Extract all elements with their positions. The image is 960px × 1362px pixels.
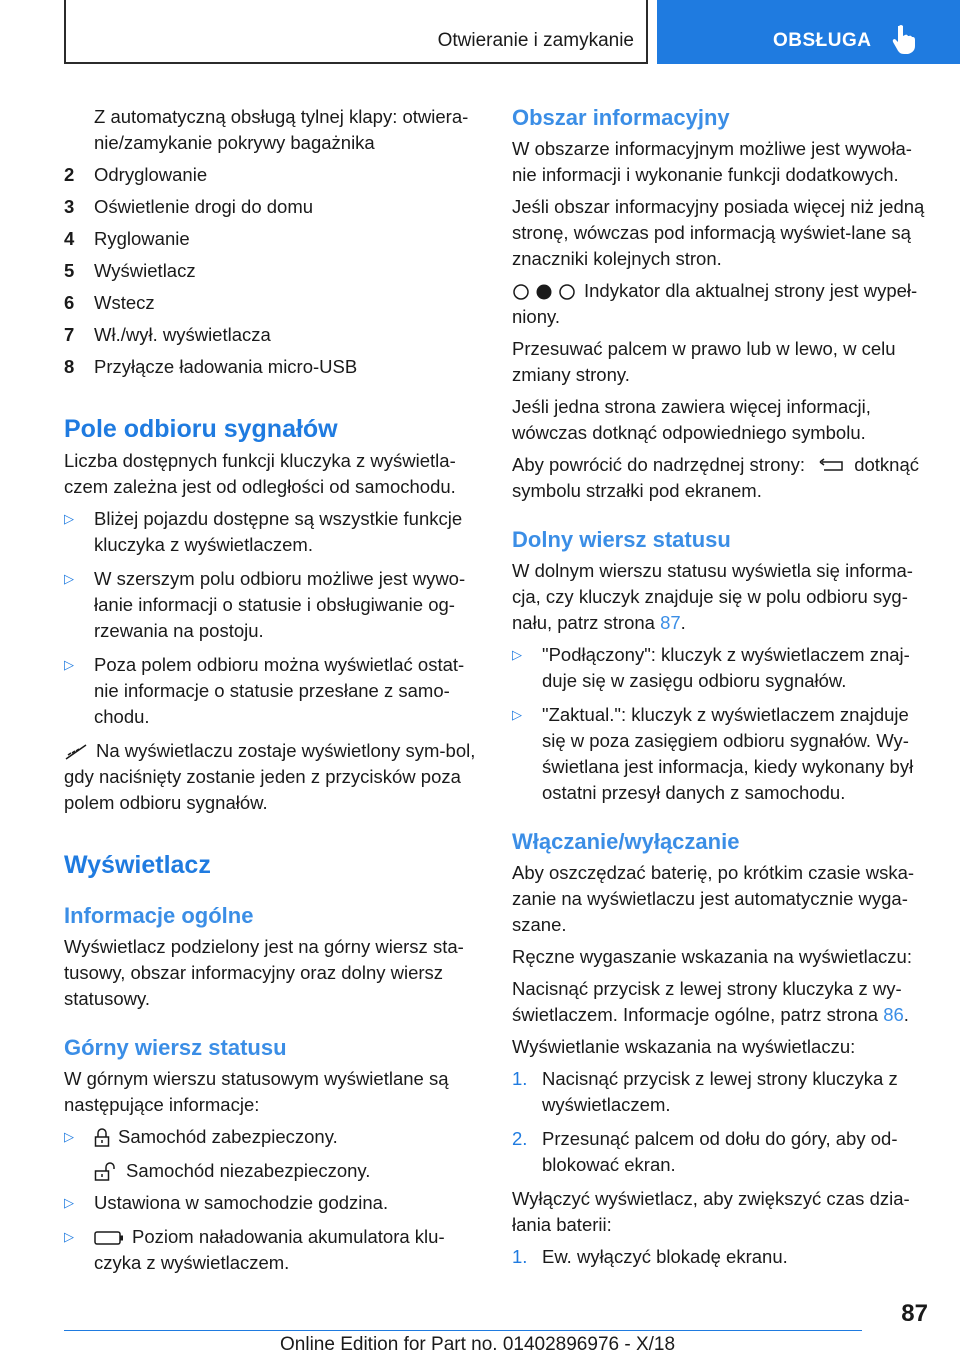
list-item: ▷ W szerszym polu odbioru możliwe jest wywo-łanie informacji o statusie i obsługiwanie og-rzewania na postoju.: [64, 568, 466, 641]
heading-signal-field: Pole odbioru sygnałów: [64, 415, 338, 443]
footer-divider: [64, 1330, 862, 1331]
header-section-box: [64, 0, 648, 64]
left-column: [64, 104, 482, 1284]
lower-status-text: W dolnym wierszu statusu wyświetla się informa-cja, czy kluczyk znajduje się w polu odbioru syg-nału, patrz strona 87.: [512, 560, 913, 633]
info-area-text: Jeśli obszar informacyjny posiada więcej niż jedną stronę, wówczas pod informacją wyświet-lane są znaczniki kolejnych stron.: [512, 196, 925, 269]
unlocked-line: Samochód niezabezpieczony.: [64, 1158, 482, 1184]
heading-display: Wyświetlacz: [64, 851, 211, 879]
info-area-text: Przesuwać palcem w prawo lub w lewo, w celu zmiany strony.: [512, 338, 896, 385]
chapter-title: OBSŁUGA: [773, 30, 872, 51]
intro-line: Z automatyczną obsługą tylnej klapy: otwiera-nie/zamykanie pokrywy bagażnika: [94, 106, 469, 153]
heading-on-off: Włączanie/wyłączanie: [512, 829, 740, 854]
list-item: ▷ Bliżej pojazdu dostępne są wszystkie funkcje kluczyka z wyświetlaczem.: [64, 508, 463, 555]
no-signal-icon: [64, 743, 88, 761]
list-item: 4 Ryglowanie: [64, 228, 190, 249]
general-info-text: Wyświetlacz podzielony jest na górny wiersz sta-tusowy, obszar informacyjny oraz dolny wiersz statusowy.: [64, 936, 464, 1009]
heading-lower-status: Dolny wiersz statusu: [512, 527, 731, 552]
page-link[interactable]: 87: [660, 612, 681, 633]
on-off-text: Wyświetlanie wskazania na wyświetlaczu:: [512, 1036, 856, 1057]
page-number: 87: [901, 1300, 928, 1327]
on-off-text: Nacisnąć przycisk z lewej strony kluczyka z wy-świetlaczem. Informacje ogólne, patrz strona 86.: [512, 978, 909, 1025]
on-off-text: Aby oszczędzać baterię, po krótkim czasie wska-zanie na wyświetlaczu jest automatycznie wyga-szane.: [512, 862, 915, 935]
on-off-text: Wyłączyć wyświetlacz, aby zwiększyć czas dzia-łania baterii:: [512, 1188, 910, 1235]
list-item: ▷ Poza polem odbioru można wyświetlać ostat-nie informacje o statusie przesłane z samo-chodu.: [64, 654, 465, 727]
header-chapter-tab[interactable]: [657, 0, 960, 64]
page-dots-icon: [512, 283, 576, 301]
list-item: ▷ Samochód zabezpieczony.: [64, 1126, 338, 1147]
list-item: 8 Przyłącze ładowania micro-USB: [64, 356, 358, 377]
signal-field-text: Liczba dostępnych funkcji kluczyka z wyświetla-czem zależna jest od odległości od samochodu.: [64, 450, 456, 497]
list-item: ▷ "Podłączony": kluczyk z wyświetlaczem znaj-duje się w zasięgu odbioru sygnałów.: [512, 644, 910, 691]
on-off-text: Ręczne wygaszanie wskazania na wyświetlaczu:: [512, 946, 912, 967]
right-column: [512, 104, 930, 1278]
pointing-hand-icon: [890, 24, 916, 54]
back-arrow-note: Aby powrócić do nadrzędnej strony: dotknąć symbolu strzałki pod ekranem.: [512, 454, 920, 501]
list-item: ▷ "Zaktual.": kluczyk z wyświetlaczem znajduje się w poza zasięgiem odbioru sygnałów. Wy-świetlana jest informacja, kiedy wykonany był ostatni przesył danych z samochodu.: [512, 704, 914, 803]
lock-closed-icon: [94, 1128, 110, 1148]
heading-upper-status: Górny wiersz statusu: [64, 1035, 287, 1060]
list-item: 2. Przesunąć palcem od dołu do góry, aby od-blokować ekran.: [512, 1128, 898, 1175]
back-arrow-icon: [818, 458, 846, 474]
signal-note: Na wyświetlaczu zostaje wyświetlony sym-bol, gdy naciśnięty zostanie jeden z przycisków poza polem odbioru sygnałów.: [64, 740, 476, 813]
upper-status-text: W górnym wierszu statusowym wyświetlane są następujące informacje:: [64, 1068, 449, 1115]
list-item: 1. Ew. wyłączyć blokadę ekranu.: [512, 1246, 788, 1267]
heading-general-info: Informacje ogólne: [64, 903, 254, 928]
numbered-list: [64, 162, 482, 380]
page-link[interactable]: 86: [883, 1004, 904, 1025]
heading-info-area: Obszar informacyjny: [512, 105, 730, 130]
list-item: 6 Wstecz: [64, 292, 155, 313]
battery-icon: [94, 1231, 124, 1245]
list-item: 1. Nacisnąć przycisk z lewej strony kluczyka z wyświetlaczem.: [512, 1068, 898, 1115]
lock-open-icon: [94, 1162, 118, 1182]
info-area-text: Jeśli jedna strona zawiera więcej informacji, wówczas dotknąć odpowiedniego symbolu.: [512, 396, 871, 443]
list-item: 2 Odryglowanie: [64, 164, 208, 185]
info-area-text: W obszarze informacyjnym możliwe jest wywoła-nie informacji i wykonanie funkcji dodatkowych.: [512, 138, 912, 185]
list-item: ▷ Poziom naładowania akumulatora klu-czyka z wyświetlaczem.: [64, 1226, 445, 1273]
list-item: 7 Wł./wył. wyświetlacza: [64, 324, 271, 345]
list-item: 5 Wyświetlacz: [64, 260, 196, 281]
section-title: Otwieranie i zamykanie: [437, 30, 634, 51]
list-item: 3 Oświetlenie drogi do domu: [64, 196, 314, 217]
page-indicator-note: Indykator dla aktualnej strony jest wypeł-niony.: [512, 280, 918, 327]
list-item: ▷ Ustawiona w samochodzie godzina.: [64, 1192, 389, 1213]
footer-edition: Online Edition for Part no. 01402896976 - X/18: [280, 1334, 676, 1355]
